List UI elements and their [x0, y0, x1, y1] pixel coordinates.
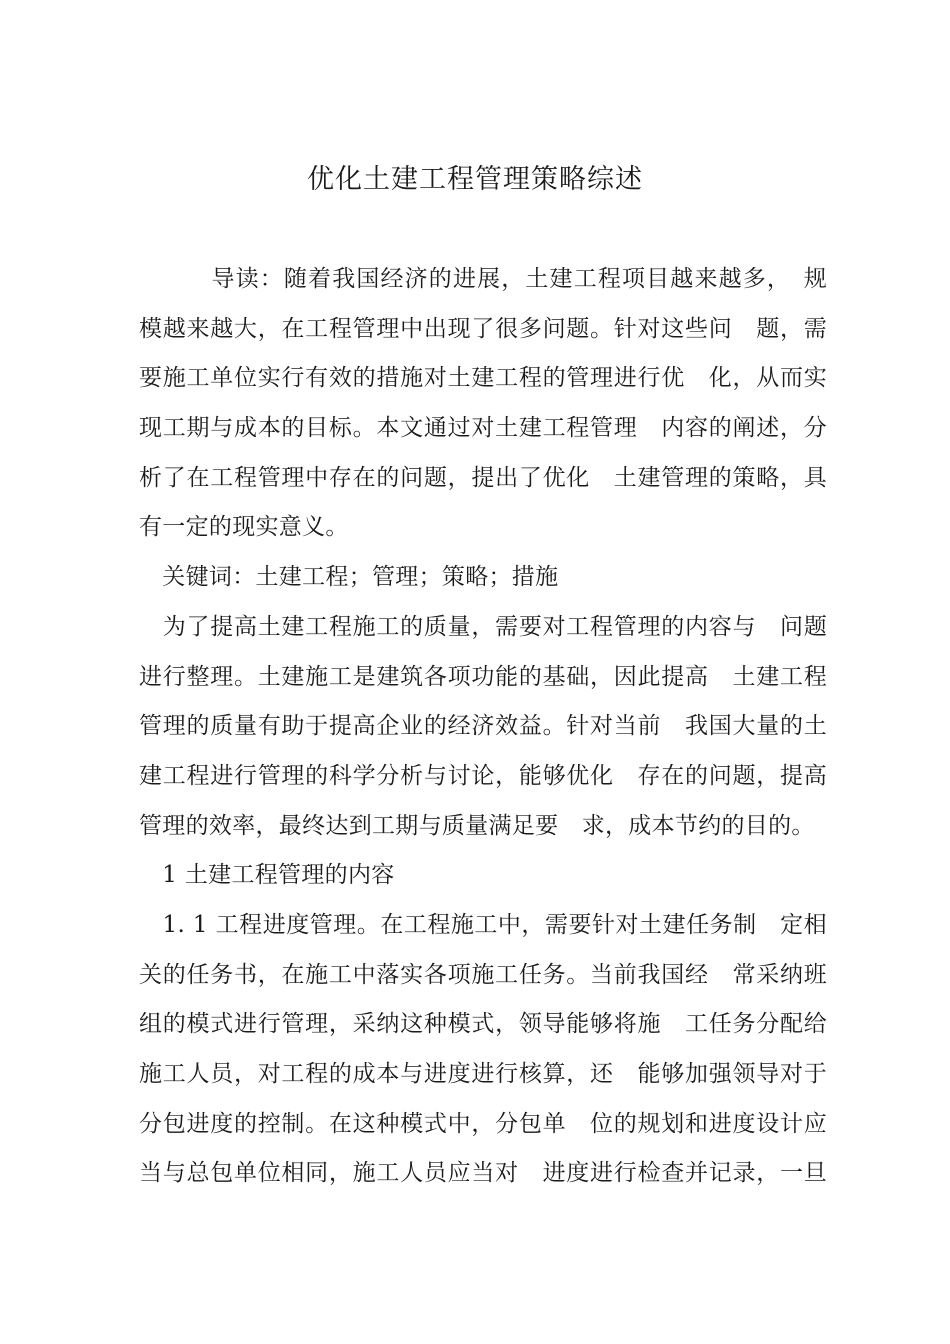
- text-line: 模越来越大，在工程管理中出现了很多问题。针对这些问 题，需: [139, 315, 827, 342]
- text-line: 析了在工程管理中存在的问题，提出了优化 土建管理的策略，具: [139, 464, 827, 491]
- text-line: 当与总包单位相同，施工人员应当对 进度进行检查并记录，一旦: [139, 1160, 827, 1187]
- text-line: 导读：随着我国经济的进展，土建工程项目越来越多， 规: [139, 266, 827, 292]
- text-line: 关的任务书，在施工中落实各项施工任务。当前我国经 常采纳班: [139, 961, 827, 988]
- text-line: 分包进度的控制。在这种模式中，分包单 位的规划和进度设计应: [139, 1110, 827, 1137]
- text-line: 要施工单位实行有效的措施对土建工程的管理进行优 化，从而实: [139, 365, 827, 392]
- text-line: 管理的效率，最终达到工期与质量满足要 求，成本节约的目的。: [139, 812, 815, 839]
- document-body: [139, 255, 827, 1199]
- text-line: 关键词：土建工程；管理；策略；措施: [139, 564, 559, 591]
- text-line: 进行整理。土建施工是建筑各项功能的基础，因此提高 土建工程: [139, 663, 827, 690]
- text-line: 1 土建工程管理的内容: [139, 862, 395, 889]
- text-line: 有一定的现实意义。: [139, 514, 349, 541]
- text-line: 现工期与成本的目标。本文通过对土建工程管理 内容的阐述，分: [139, 415, 827, 442]
- document-title: 优化土建工程管理策略综述: [307, 164, 643, 195]
- text-line: 施工人员，对工程的成本与进度进行核算，还 能够加强领导对于: [139, 1061, 827, 1087]
- text-line: 组的模式进行管理，采纳这种模式，领导能够将施 工任务分配给: [139, 1011, 827, 1038]
- text-line: 为了提高土建工程施工的质量，需要对工程管理的内容与 问题: [139, 613, 827, 640]
- text-line: 1. 1 工程进度管理。在工程施工中，需要针对土建任务制 定相: [139, 911, 827, 938]
- text-line: 管理的质量有助于提高企业的经济效益。针对当前 我国大量的土: [139, 713, 827, 740]
- text-line: 建工程进行管理的科学分析与讨论，能够优化 存在的问题，提高: [139, 762, 827, 789]
